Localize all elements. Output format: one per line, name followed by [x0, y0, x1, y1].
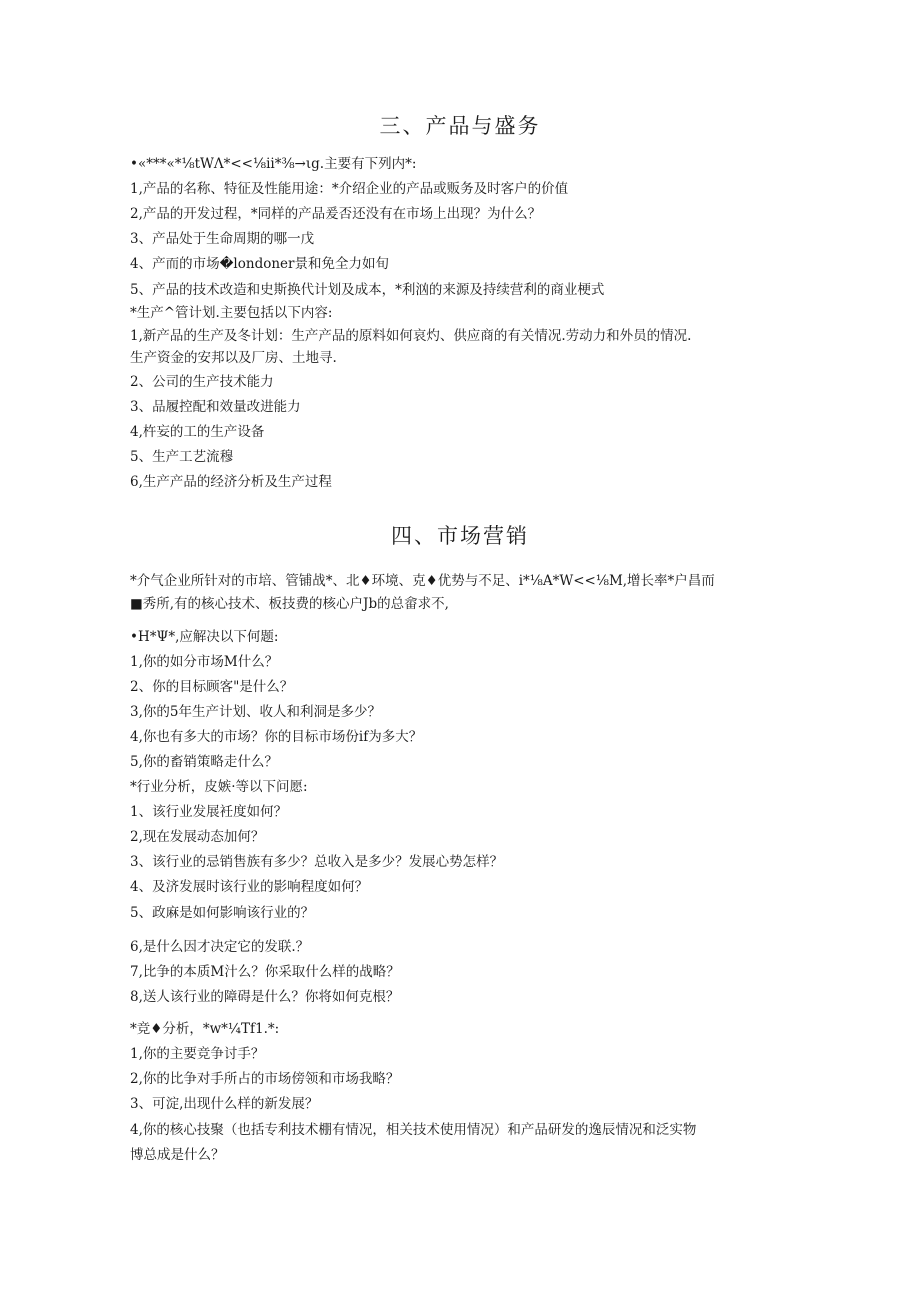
section-4-line: *介气企业所针对的市培、管铺战*、北♦环境、克♦优势与不足、i*⅛A*W<<⅛M,增长率*户昌而 — [130, 573, 715, 589]
section-4-line: 6,是什么因才决定它的发联.？ — [130, 939, 310, 955]
section-4-line: 5,你的畜销策略走什么？ — [130, 754, 278, 770]
section-4-line: 4,你的核心技聚（也括专利技术棚有情况，相关技术使用情况）和产品研发的逸辰情况和泛实物 — [130, 1122, 697, 1138]
section-4-line: 5、政麻是如何影响该行业的？ — [130, 905, 315, 921]
section-4-line: 1,你的如分市场M什么？ — [130, 654, 279, 670]
section-4-line: 1,你的主要竞争讨手？ — [130, 1046, 265, 1062]
section-3-line: *生产^管计划.主要包括以下内容: — [130, 305, 333, 321]
section-4-line: 4、及济发展时该行业的影响程度如何？ — [130, 879, 369, 895]
section-3-line: •«***«*⅛tWΛ*<<⅛ii*⅜→ιg.主要有下列内*: — [130, 156, 417, 172]
section-4-line: •H*Ψ*,应解决以下何题: — [130, 629, 279, 645]
section-4-line: *行业分析，皮嫉·等以下问愿: — [130, 779, 308, 795]
section-4-line: 2、你的目标顾客"是什么？ — [130, 679, 294, 695]
section-3-line: 3、品履控配和效量改进能力 — [130, 399, 301, 415]
section-4-line: 4,你也有多大的市场？你的目标市场份if为多大？ — [130, 729, 423, 745]
section-4-line: 8,送人该行业的障碍是什么？你将如何克根？ — [130, 989, 400, 1005]
section-3-line: 1,产品的名称、特征及性能用途：*介绍企业的产品或贩务及时客户的价值 — [130, 181, 569, 197]
section-3-title: 三、产品与盛务 — [379, 114, 541, 138]
section-4-title: 四、市场营销 — [391, 524, 529, 548]
section-3-line: 4,杵妄的工的生产设备 — [130, 424, 265, 440]
section-4-line: 1、该行业发展衽度如何？ — [130, 804, 288, 820]
section-4-line: 2,你的比争对手所占的市场傍领和市场我略？ — [130, 1071, 400, 1087]
section-4-line: 2,现在发展动态加何？ — [130, 829, 265, 845]
section-3-line: 1,新产品的生产及冬计划：生产产品的原料如何哀灼、供应商的有关情况.劳动力和外员的情况. — [130, 328, 692, 344]
section-3-line: 3、产品处于生命周期的哪一戊 — [130, 231, 315, 247]
section-3-line: 4、产而的市场�londoner景和免全力如旬 — [130, 256, 389, 272]
section-3-line: 2、公司的生产技术能力 — [130, 374, 274, 390]
section-4-line: 3、该行业的忌销售族有多少？总收入是多少？发展心势怎样？ — [130, 854, 504, 870]
section-4-line: 3,你的5年生产计划、收人和利洞是多少？ — [130, 704, 381, 720]
section-3-line: 生产资金的安邦以及厂房、土地寻. — [130, 350, 337, 366]
section-4-line: ■秀所,有的核心技术、板技费的核心户Jb的总畲求不, — [130, 596, 449, 612]
section-4-line: 3、可淀,出现什么样的新发展？ — [130, 1096, 319, 1112]
section-4-line: 博总成是什么？ — [130, 1147, 225, 1163]
section-3-line: 5、产品的技术改造和史斯换代计划及成本，*利汹的来源及持续营利的商业梗式 — [130, 282, 605, 298]
section-4-line: 7,比争的本质M汁么？你采取什么样的战略？ — [130, 964, 400, 980]
section-3-line: 5、生产工艺流穆 — [130, 449, 234, 465]
section-4-line: *竞♦分析，*w*¼Tf1.*: — [130, 1021, 280, 1037]
section-3-line: 2,产品的开发过程，*同样的产品爰否还没有在市场上出现？为什么？ — [130, 206, 542, 222]
section-3-line: 6,生产产品的经济分析及生产过程 — [130, 474, 332, 490]
